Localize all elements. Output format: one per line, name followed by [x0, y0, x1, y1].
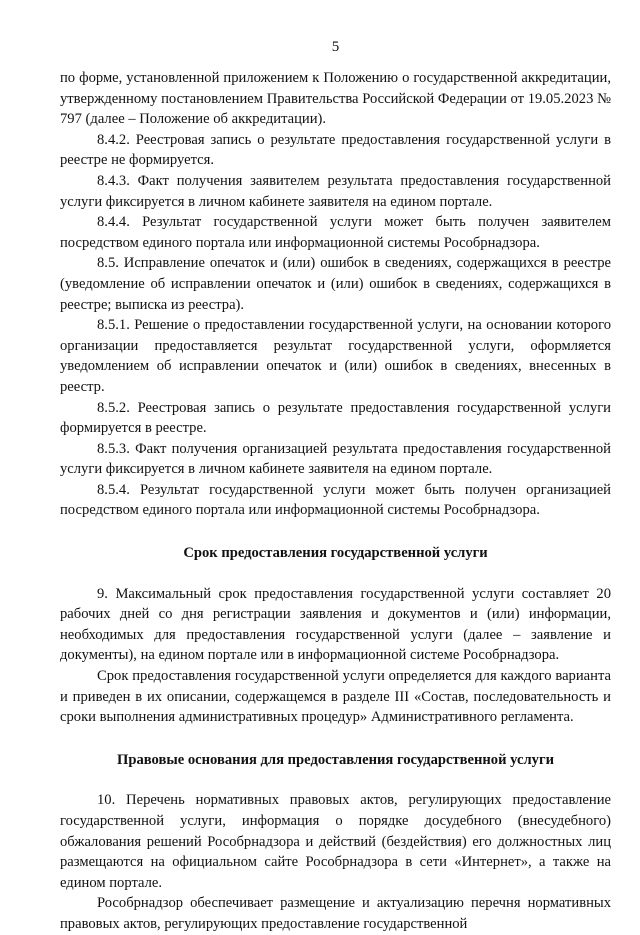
paragraph-9-term: Срок предоставления государственной услуги определяется для каждого варианта и приведен в их описании, содержащемся в разделе III «Состав, последовательность и сроки выполнения административных процедур» Административного регламента. — [60, 668, 611, 726]
paragraph-8-5-3: 8.5.3. Факт получения организацией результата предоставления государственной услуги фиксируется в личном кабинете заявителя на едином портале. — [60, 440, 611, 478]
paragraph-9: 9. Максимальный срок предоставления государственной услуги составляет 20 рабочих дней со дня регистрации заявления и документов и (или) информации, необходимых для предоставления государственной услуги (далее – заявление и документы), на едином портале или в информационной системе Рособрнадзора. — [60, 585, 611, 664]
paragraph-10-list: Рособрнадзор обеспечивает размещение и актуализацию перечня нормативных правовых актов, регулирующих предоставление государственной — [60, 895, 611, 932]
section-heading-term: Срок предоставления государственной услуги — [183, 545, 488, 562]
paragraph-8-5-1: 8.5.1. Решение о предоставлении государственной услуги, на основании которого организации предоставляется результат государственной услуги, оформляется уведомлением об исправлении опечаток и (или) ошибок в сведениях, внесенных в реестр. — [60, 317, 611, 395]
paragraph-continuation: по форме, установленной приложением к Положению о государственной аккредитации, утвержденному постановлением Правительства Российской Федерации от 19.05.2023 № 797 (далее – Положение об аккредитации). — [60, 70, 611, 128]
paragraph-10: 10. Перечень нормативных правовых актов, регулирующих предоставление государственной услуги, информация о порядке досудебного (внесудебного) обжалования решений Рособрнадзора и действий (бездействия) его должностных лиц размещаются на официальном сайте Рособрнадзора в сети «Интернет», а также на едином портале. — [60, 792, 611, 891]
paragraph-8-4-3: 8.4.3. Факт получения заявителем результата предоставления государственной услуги фиксируется в личном кабинете заявителя на едином портале. — [60, 172, 611, 210]
paragraph-8-5: 8.5. Исправление опечаток и (или) ошибок в сведениях, содержащихся в реестре (уведомление об исправлении опечаток и (или) ошибок в сведениях, содержащихся в реестре; выписка из реестра). — [60, 255, 611, 313]
section-heading-legal-basis: Правовые основания для предоставления государственной услуги — [116, 751, 554, 768]
paragraph-8-4-4: 8.4.4. Результат государственной услуги может быть получен заявителем посредством единого портала или информационной системы Рособрнадзора. — [60, 214, 611, 251]
paragraph-8-5-4: 8.5.4. Результат государственной услуги может быть получен организацией посредством единого портала или информационной системы Рособрнадзора. — [60, 481, 611, 519]
paragraph-8-5-2: 8.5.2. Реестровая запись о результате предоставления государственной услуги формируется в реестре. — [60, 399, 611, 437]
paragraph-8-4-2: 8.4.2. Реестровая запись о результате предоставления государственной услуги в реестре не формируется. — [60, 131, 611, 169]
page-number: 5 — [331, 39, 340, 55]
document-body — [60, 68, 611, 935]
